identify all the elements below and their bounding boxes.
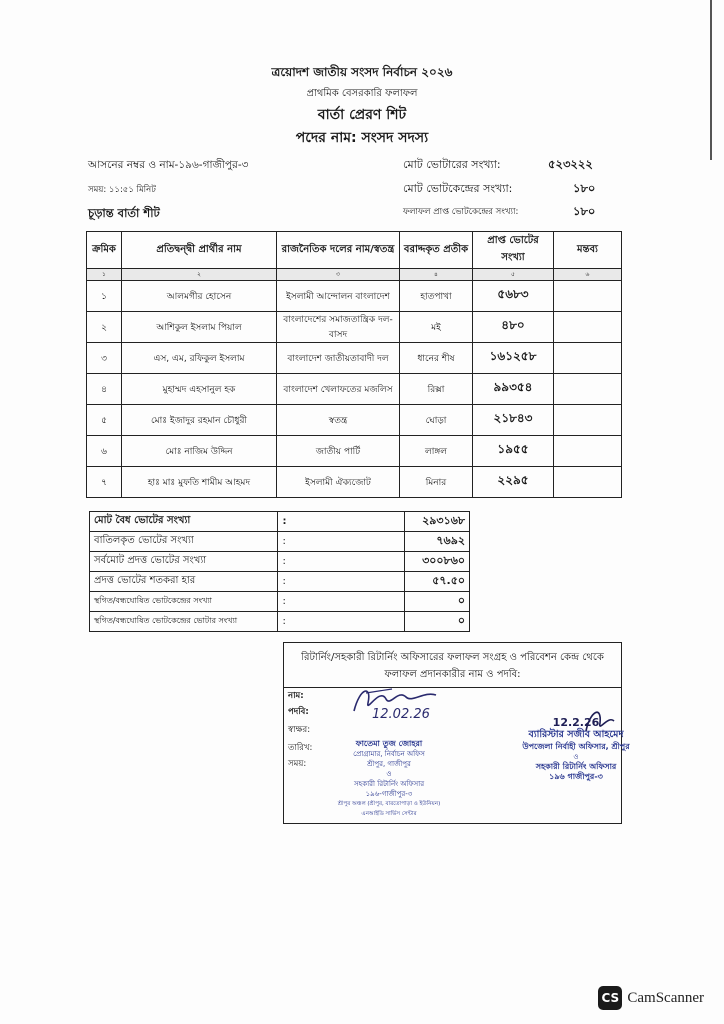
summary-value: ২৯৩১৬৮ — [405, 512, 470, 532]
summary-table — [89, 511, 470, 632]
symbol-cell: মই — [400, 312, 473, 343]
symbol-cell: ধানের শীষ — [400, 343, 473, 374]
time-label: সময়: ১১:৫১ মিনিট — [88, 185, 156, 195]
seat-label: আসনের নম্বর ও নাম-১৯৬-গাজীপুর-৩ — [88, 159, 249, 171]
party-cell: বাংলাদেশ জাতীয়তাবাদী দল — [277, 343, 400, 374]
remark-cell — [554, 281, 622, 312]
results-table — [86, 231, 622, 498]
party-cell: বাংলাদেশের সমাজতান্ত্রিক দল-বাসদ — [277, 312, 400, 343]
remark-cell — [554, 467, 622, 498]
stamp-programmer — [324, 739, 454, 819]
camscanner-label: CamScanner — [627, 989, 704, 1006]
total-centres-value: ১৮০ — [573, 181, 596, 195]
summary-label: সর্বমোট প্রদত্ত ভোটের সংখ্যা — [90, 552, 278, 572]
summary-row — [90, 592, 470, 612]
party-cell: ইসলামী আন্দোলন বাংলাদেশ — [277, 281, 400, 312]
result-centres-value: ১৮০ — [573, 204, 596, 218]
stamp1-name: ফাতেমা তুজ জোহরা — [355, 739, 423, 748]
column-number: ১ — [87, 269, 122, 281]
summary-colon: : — [278, 612, 405, 632]
camscanner-watermark — [598, 986, 704, 1010]
votes-cell: ১৬১২৫৮ — [473, 343, 554, 374]
stamp2-date: 12.2.26 — [552, 716, 600, 729]
stamp2-line: ১৯৬ গাজীপুর-৩ — [549, 772, 603, 781]
votes-cell: ২২৯৫ — [473, 467, 554, 498]
candidate-cell: মোঃ ইজাদুর রহমান চৌধুরী — [122, 405, 277, 436]
election-title: ত্রয়োদশ জাতীয় সংসদ নির্বাচন ২০২৬ — [271, 65, 453, 79]
result-centres-label: ফলাফল প্রাপ্ত ভোটকেন্দ্রের সংখ্যা: — [403, 207, 519, 217]
remark-cell — [554, 405, 622, 436]
column-number: ২ — [122, 269, 277, 281]
col-header-party: রাজনৈতিক দলের নাম/স্বতন্ত্র — [277, 232, 400, 269]
serial-cell: ৩ — [87, 343, 122, 374]
candidate-cell: মুহাম্মদ এহসানুল হক — [122, 374, 277, 405]
serial-cell: ৫ — [87, 405, 122, 436]
votes-cell: ৫৬৮৩ — [473, 281, 554, 312]
stamp1-line: প্রোগ্রামার, নির্বাচন অফিস — [353, 750, 425, 758]
summary-label: স্থগিত/বন্ধঘোষিত ভোটকেন্দ্রের ভোটার সংখ্যা — [90, 612, 278, 632]
candidate-cell: আলমগীর হোসেন — [122, 281, 277, 312]
summary-value: ৩০০৮৬০ — [405, 552, 470, 572]
party-cell: স্বতন্ত্র — [277, 405, 400, 436]
officer-box-title: রিটার্নিং/সহকারী রিটার্নিং অফিসারের ফলাফল সংগ্রহ ও পরিবেশন কেন্দ্র থেকে ফলাফল প্রদানকারীর নাম ও পদবি: — [284, 643, 621, 688]
serial-cell: ১ — [87, 281, 122, 312]
table-header-row — [87, 232, 622, 269]
stamp1-line: ও — [386, 770, 392, 778]
table-row — [87, 343, 622, 374]
date-label: তারিখ: — [288, 743, 313, 753]
summary-value: ৭৬৯২ — [405, 532, 470, 552]
party-cell: জাতীয় পার্টি — [277, 436, 400, 467]
serial-cell: ২ — [87, 312, 122, 343]
serial-cell: ৭ — [87, 467, 122, 498]
time-label-box: সময়: — [288, 759, 307, 769]
remark-cell — [554, 436, 622, 467]
stamp1-line: ১৯৬-গাজীপুর-৩ — [365, 790, 413, 798]
stamp2-line: ও — [573, 753, 579, 761]
sheet-title: বার্তা প্রেরণ শিট — [317, 107, 407, 123]
summary-row — [90, 572, 470, 592]
signature-date: 12.02.26 — [372, 707, 430, 722]
summary-colon: : — [278, 552, 405, 572]
summary-label: স্থগিত/বন্ধঘোষিত ভোটকেন্দ্রের সংখ্যা — [90, 592, 278, 612]
summary-value: ০ — [405, 592, 470, 612]
stamp2-name: ব্যারিস্টার সজীব আহমেদ — [528, 729, 624, 740]
candidate-cell: মোঃ নাজিম উদ্দিন — [122, 436, 277, 467]
stamp2-line: সহকারী রিটার্নিং অফিসার — [535, 762, 617, 771]
summary-value: ৫৭.৫০ — [405, 572, 470, 592]
signature-label: স্বাক্ষর: — [288, 725, 311, 735]
remark-cell — [554, 374, 622, 405]
col-header-votes: প্রাপ্ত ভোটের সংখ্যা — [473, 232, 554, 269]
summary-row — [90, 552, 470, 572]
summary-value: ০ — [405, 612, 470, 632]
column-number-row — [87, 269, 622, 281]
votes-cell: ১৯৫৫ — [473, 436, 554, 467]
party-cell: বাংলাদেশ খেলাফতের মজলিস — [277, 374, 400, 405]
summary-label: বাতিলকৃত ভোটের সংখ্যা — [90, 532, 278, 552]
total-centres-label: মোট ভোটকেন্দ্রের সংখ্যা: — [403, 182, 513, 195]
camscanner-logo-icon: CS — [598, 986, 622, 1010]
total-voters-label: মোট ভোটারের সংখ্যা: — [403, 158, 501, 171]
total-voters-value: ৫২৩২২২ — [548, 157, 593, 171]
summary-colon: : — [278, 512, 405, 532]
summary-row — [90, 612, 470, 632]
col-header-candidate: প্রতিদ্বন্দ্বী প্রার্থীর নাম — [122, 232, 277, 269]
summary-row — [90, 512, 470, 532]
table-row — [87, 312, 622, 343]
symbol-cell: লাঙ্গল — [400, 436, 473, 467]
table-row — [87, 405, 622, 436]
symbol-cell: হাতপাখা — [400, 281, 473, 312]
designation-label: পদবি: — [288, 707, 309, 717]
votes-cell: ৯৯৩৫৪ — [473, 374, 554, 405]
summary-label: মোট বৈধ ভোটের সংখ্যা — [90, 512, 278, 532]
remark-cell — [554, 312, 622, 343]
party-cell: ইসলামী ঐক্যজোট — [277, 467, 400, 498]
serial-cell: ৪ — [87, 374, 122, 405]
column-number: ৫ — [473, 269, 554, 281]
summary-colon: : — [278, 592, 405, 612]
column-number: ৪ — [400, 269, 473, 281]
table-row — [87, 436, 622, 467]
summary-label: প্রদত্ত ভোটের শতকরা হার — [90, 572, 278, 592]
summary-colon: : — [278, 532, 405, 552]
col-header-remark: মন্তব্য — [554, 232, 622, 269]
final-sheet-label: চূড়ান্ত বার্তা শীট — [88, 206, 160, 220]
position-title: পদের নাম: সংসদ সদস্য — [295, 130, 429, 146]
stamp1-line: শ্রীপুর অঞ্চল (শ্রীপুর, বারতোপাড়া ও ইউনিয়ন) — [337, 801, 441, 807]
votes-cell: ৪৮০ — [473, 312, 554, 343]
stamp-uno — [516, 718, 636, 782]
symbol-cell: মিনার — [400, 467, 473, 498]
summary-row — [90, 532, 470, 552]
serial-cell: ৬ — [87, 436, 122, 467]
candidate-cell: এস, এম, রফিকুল ইসলাম — [122, 343, 277, 374]
col-header-symbol: বরাদ্দকৃত প্রতীক — [400, 232, 473, 269]
table-row — [87, 374, 622, 405]
name-label: নাম: — [288, 691, 304, 701]
stamp1-line: সহকারী রিটার্নিং অফিসার — [353, 780, 425, 788]
summary-colon: : — [278, 572, 405, 592]
column-number: ৬ — [554, 269, 622, 281]
table-row — [87, 467, 622, 498]
stamp2-line: উপজেলা নির্বাহী অফিসার, শ্রীপুর — [522, 742, 630, 751]
candidate-cell: আশিকুল ইসলাম পিয়াল — [122, 312, 277, 343]
table-row — [87, 281, 622, 312]
result-subtitle: প্রাথমিক বেসরকারি ফলাফল — [306, 88, 418, 99]
stamp1-line: এনআইডি সার্ভিস সেন্টার — [361, 811, 417, 817]
col-header-serial: ক্রমিক — [87, 232, 122, 269]
stamp1-line: শ্রীপুর, গাজীপুর — [367, 760, 411, 768]
symbol-cell: রিক্সা — [400, 374, 473, 405]
symbol-cell: ঘোড়া — [400, 405, 473, 436]
candidate-cell: হাঃ মাঃ মুফতি শামীম আহমদ — [122, 467, 277, 498]
remark-cell — [554, 343, 622, 374]
votes-cell: ২১৮৪৩ — [473, 405, 554, 436]
column-number: ৩ — [277, 269, 400, 281]
